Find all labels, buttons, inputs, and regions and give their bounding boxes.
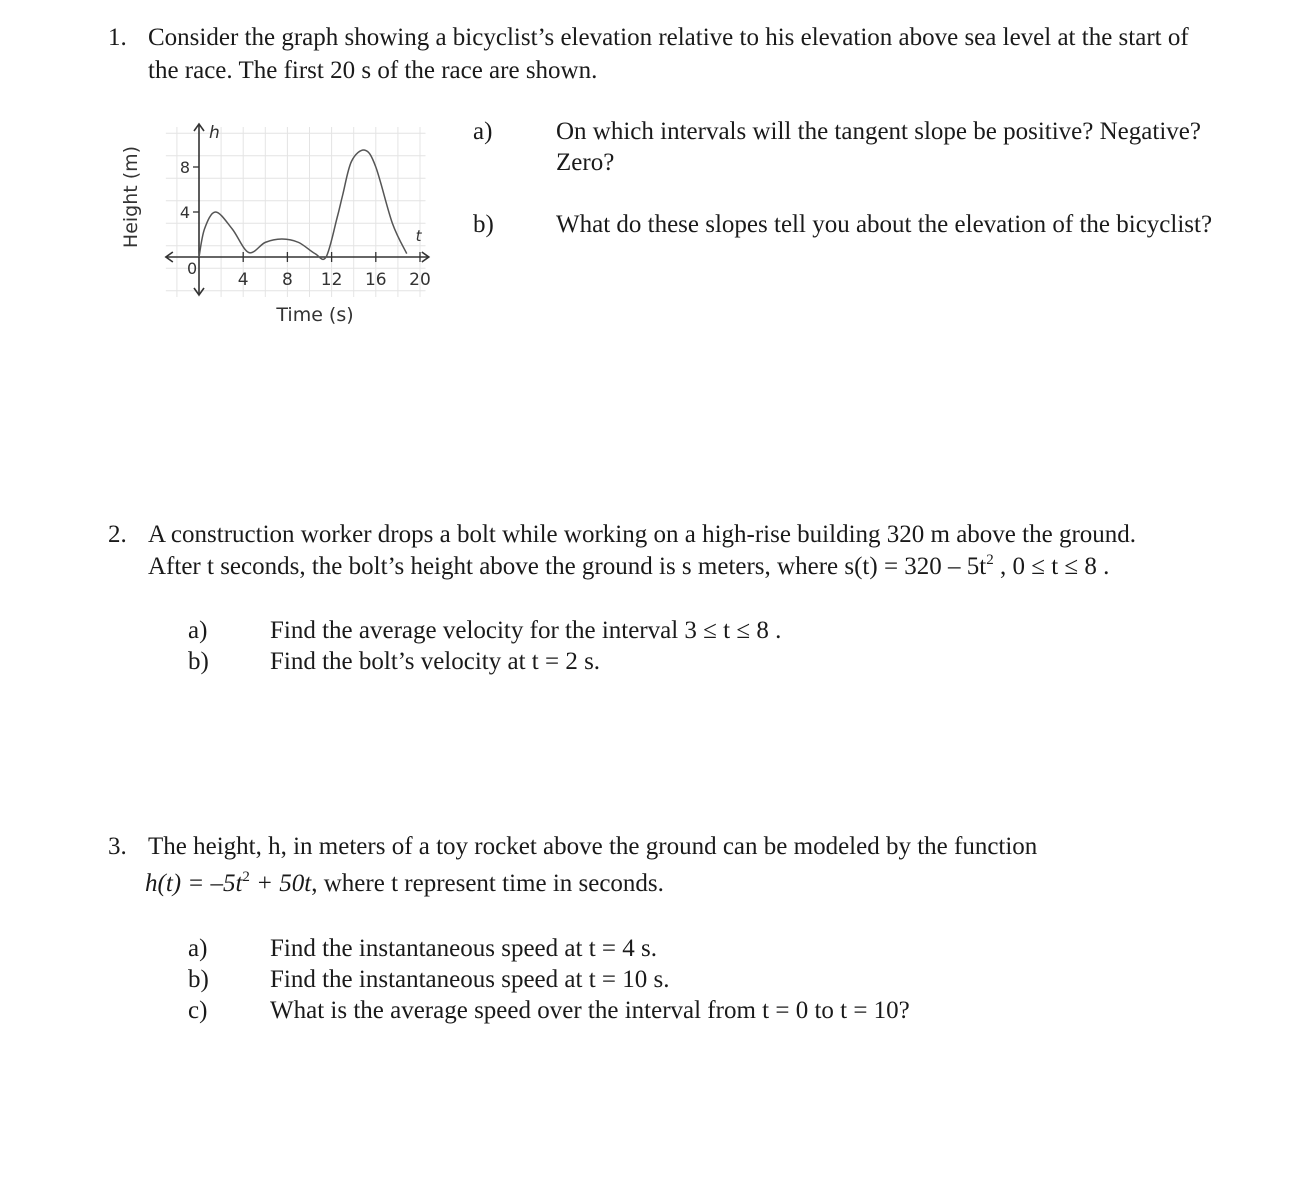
question-3-part-b-text: Find the instantaneous speed at t = 10 s. [270, 966, 670, 993]
question-3-part-c-label: c) [188, 997, 208, 1024]
question-1-part-a-label: a) [473, 118, 493, 145]
question-1-line-1: Consider the graph showing a bicyclist’s elevation relative to his elevation above sea level at the start of [148, 24, 1189, 51]
question-2-line-2 [148, 551, 1109, 586]
question-1-part-a-line-2: Zero? [556, 149, 615, 176]
question-3-formula-prefix: h(t) = –5t [145, 870, 243, 897]
question-1-part-a-line-1: On which intervals will the tangent slope be positive? Negative? [556, 118, 1201, 145]
x-axis-variable: t [415, 227, 422, 245]
question-2-part-b-text: Find the bolt’s velocity at t = 2 s. [270, 648, 601, 675]
question-3-part-c-text: What is the average speed over the interval from t = 0 to t = 10? [270, 997, 910, 1024]
question-3-part-a-label: a) [188, 935, 208, 962]
question-3-line-2-suffix: , where t represent time in seconds. [311, 870, 664, 897]
question-2-exponent: 2 [986, 552, 994, 568]
y-axis-title: Height (m) [120, 145, 142, 249]
question-2-line-2-prefix: After t seconds, the bolt’s height above the ground is s meters, where s(t) = 320 – 5t [148, 553, 987, 580]
chart-axes [166, 124, 429, 295]
question-3-line-2 [145, 868, 664, 903]
question-2-line-2-suffix: , 0 ≤ t ≤ 8 . [993, 553, 1110, 580]
question-2-number: 2. [108, 521, 127, 548]
y-tick-label: 4 [179, 203, 190, 222]
question-3-part-a-text: Find the instantaneous speed at t = 4 s. [270, 935, 657, 962]
question-2-line-1: A construction worker drops a bolt while working on a high-rise building 320 m above the ground. [148, 521, 1137, 548]
question-3-number: 3. [108, 833, 127, 860]
question-1-part-b-text: What do these slopes tell you about the elevation of the bicyclist? [556, 211, 1213, 238]
x-tick-label: 16 [364, 270, 387, 290]
question-1-number: 1. [108, 24, 127, 51]
x-tick-label: 4 [237, 270, 249, 290]
x-axis-title: Time (s) [276, 304, 354, 326]
x-tick-label: 20 [409, 270, 431, 290]
y-tick-labels [180, 158, 190, 222]
question-3-formula-exponent: 2 [242, 869, 250, 885]
question-1-part-b-label: b) [473, 211, 494, 238]
y-axis-variable: h [209, 123, 220, 143]
x-tick-label: 8 [281, 270, 293, 290]
question-2-part-a-text: Find the average velocity for the interval 3 ≤ t ≤ 8 . [270, 617, 782, 644]
question-3-line-1: The height, h, in meters of a toy rocket above the ground can be modeled by the function [148, 833, 1038, 860]
question-3-part-b-label: b) [188, 966, 209, 993]
y-tick-label: 8 [179, 158, 190, 177]
x-tick-labels [238, 270, 431, 290]
origin-label: 0 [187, 259, 198, 278]
x-tick-label: 12 [320, 270, 343, 290]
question-2-part-b-label: b) [188, 648, 209, 675]
question-1-line-2: the race. The first 20 s of the race are shown. [148, 57, 598, 84]
question-3-formula-suffix: + 50t [249, 870, 312, 897]
elevation-chart [115, 112, 460, 337]
y-tick-marks [193, 167, 199, 212]
question-2-part-a-label: a) [188, 617, 208, 644]
